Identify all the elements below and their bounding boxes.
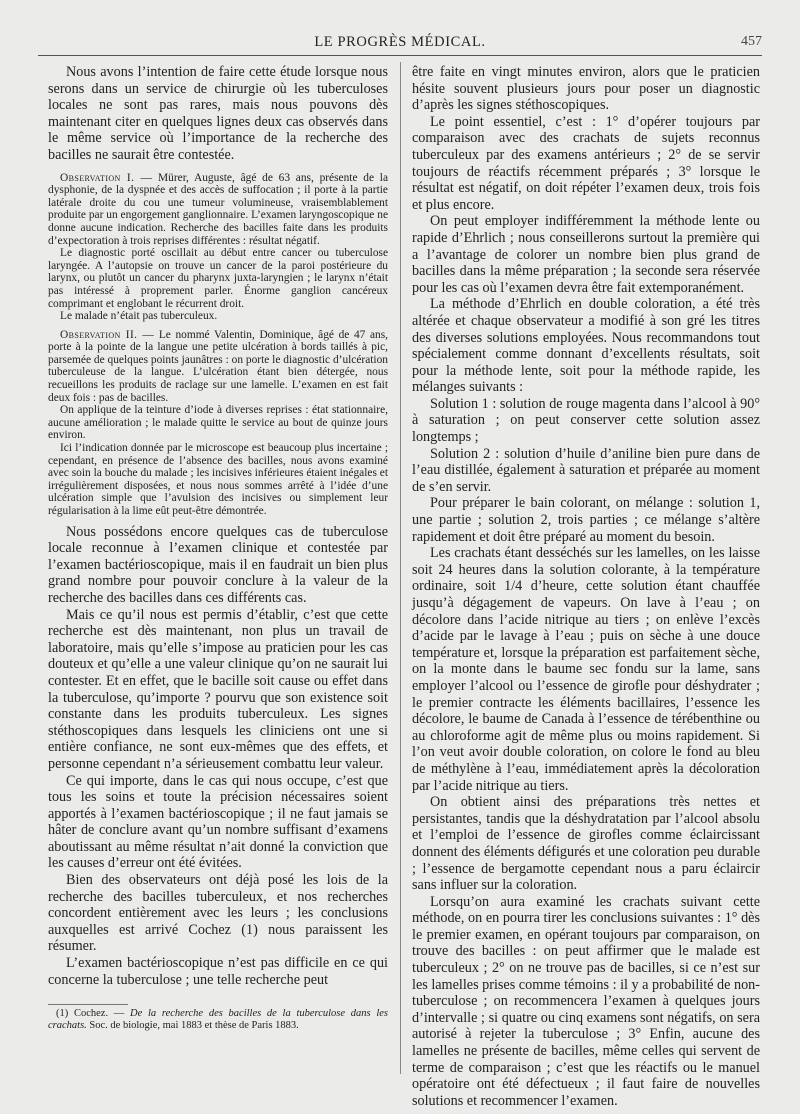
- column-separator: [400, 62, 401, 1074]
- observation-paragraph: Le malade n’était pas tuberculeux.: [60, 310, 218, 323]
- paragraph: On peut employer indifféremment la méthode lente ou rapide d’Ehrlich ; nous conseillerons surtout la première qui a l’avantage de colorer un nombre bien plus grand de bacilles dans la même préparation ; la seconde sera réservée pour les cas où l’examen devra être fait extemporanément.: [412, 213, 760, 296]
- paragraph: Les crachats étant desséchés sur les lamelles, on les laisse soit 24 heures dans la solution colorante, à la température ordinaire, soit 1/4 d’heure, cette solution étant chauffée jusqu’à dégagement de vapeurs. On lave à l’eau ; on décolore dans l’acide nitrique au tiers ; on enlève l’excès d’acide par le lavage à l’eau ; puis on sèche à une douce température et, lorsque la préparation est parfaitement sèche, on la monte dans le baume sec fondu sur la lame, sans employer l’alcool ou l’essence de girofle pour déshydrater ; le premier contracte les éléments bacillaires, l’essence les décolore, le baume de Canada à l’essence de térébenthine ou au chloroforme agit de même plus ou moins rapidement. Si l’on veut avoir double coloration, on colore le fond au bleu de méthylène à l’eau, immédiatement après la décoloration par l’acide nitrique au tiers.: [412, 545, 760, 794]
- paragraph: Le point essentiel, c’est : 1° d’opérer toujours par comparaison avec des crachats de sujets reconnus tuberculeux par des examens antérieurs ; 2° de se servir toujours de réactifs récemment préparés ; 3° lorsque le résultat est négatif, on doit répéter l’examen deux, trois fois et plus encore.: [412, 113, 760, 213]
- paragraph: L’examen bactérioscopique n’est pas difficile en ce qui concerne la tuberculose ; une telle recherche peut: [48, 955, 388, 988]
- observation-2: [48, 329, 388, 405]
- observation-paragraph: Le diagnostic porté oscillait au début entre cancer ou tuberculose laryngée. A l’autopsie on trouve un cancer de la paroi postérieure du larynx, ou plutôt un cancer du pharynx juxta-laryngien ; le larynx n’était pas intéressé à proprement parler. Énorme ganglion cancéreux comprimant et englobant le récurrent droit.: [48, 247, 388, 310]
- paragraph: Mais ce qu’il nous est permis d’établir, c’est que cette recherche est dès maintenant, non plus un travail de laboratoire, mais qu’elle s’impose au praticien pour les cas douteux et qu’elle a une valeur clinique qu’on ne saurait lui contester. Et en effet, que le bacille soit cause ou effet dans la tuberculose, qu’importe ? pourvu que son existence soit constante dans les produits tuberculeux. Les signes stéthoscopiques dans lesquels les cliniciens ont une si entière confiance, ne sont eux-mêmes que des effets, et personne cependant n’a sérieusement combattu leur valeur.: [48, 606, 388, 772]
- observation-1: [48, 172, 388, 248]
- paragraph: être faite en vingt minutes environ, alors que le praticien hésite souvent plusieurs jours pour poser un diagnostic d’après les signes stéthoscopiques.: [412, 64, 760, 114]
- paragraph: Nous avons l’intention de faire cette étude lorsque nous serons dans un service de chirurgie où les tuberculoses locales ne sont pas rares, mais nous pouvons dès maintenant citer en quelques lignes deux cas observés dans le même service où l’importance de la recherche des bacilles ne saurait être contestée.: [48, 64, 388, 163]
- observation-text: Mürer, Auguste, âgé de 63 ans, présente de la dysphonie, de la dyspnée et des accès de suffocation ; il porte à la partie latérale droite du cou une tumeur volumineuse, vraisemblablement produite par un engorgement ganglionnaire. L’examen laryngoscopique ne donne aucune indication. Recherche des bacilles faite dans les produits d’expectoration à trois reprises différentes : résultat négatif.: [48, 171, 388, 247]
- paragraph: Pour préparer le bain colorant, on mélange : solution 1, une partie ; solution 2, trois parties ; ce mélange s’altère rapidement et doit être préparé au moment du besoin.: [412, 495, 760, 545]
- observation-paragraph: Ici l’indication donnée par le microscope est beaucoup plus incertaine ; cependant, en présence de l’absence des bacilles, nous avons examiné avec soin la bouche du malade ; les incisives inférieures étaient inégales et irrégulièrement disposées, et nous nous sommes arrêté à l’idée d’une ulcération simple que l’avulsion des incisives ou simplement leur régularisation à la lime eût peut-être démontrée.: [48, 442, 388, 517]
- paragraph: Nous possédons encore quelques cas de tuberculose locale reconnue à l’examen clinique et contestée par l’examen bactérioscopique, mais il en faudrait un bien plus grand nombre pour pouvoir conclure à la valeur de la recherche des bacilles dans ces différents cas.: [48, 523, 388, 606]
- observation-heading: Observation I. —: [60, 171, 153, 184]
- observation-paragraph: On applique de la teinture d’iode à diverses reprises : état stationnaire, aucune amélioration ; le malade quitte le service au bout de quinze jours environ.: [48, 404, 388, 442]
- footnote-mark: (1): [56, 1008, 69, 1020]
- paragraph: On obtient ainsi des préparations très nettes et persistantes, tandis que la déshydratation par l’alcool absolu et l’emploi de l’essence de girofles comme éclaircissant donnent des éléments défigurés et une coloration peu durable ; l’essence de bergamotte cependant nous a paru éclaircir sans influer sur la coloration.: [412, 794, 760, 894]
- left-column: [48, 64, 388, 1074]
- paragraph: Bien des observateurs ont déjà posé les lois de la recherche des bacilles tuberculeux, et nos recherches concordent entièrement avec les leurs ; les conclusions auxquelles est arrivé Cochez (1) nous paraissent les résumer.: [48, 872, 388, 955]
- solution-2: Solution 2 : solution d’huile d’aniline bien pure dans de l’eau distillée, également à saturation et préparée au moment de s’en servir.: [412, 445, 760, 495]
- observation-heading: Observation II. —: [60, 328, 155, 341]
- header-rule: [38, 55, 762, 56]
- observation-text: Le nommé Valentin, Dominique, âgé de 47 ans, porte à la pointe de la langue une petite ulcération à bords taillés à pic, parsemée de quelques points jaunâtres : on porte le diagnostic d’ulcération tuberculeuse de la langue. L’ulcération étant bien détergée, nous recueillons les produits de raclage sur une lamelle. L’examen en est fait deux fois : pas de bacilles.: [48, 328, 388, 404]
- journal-title: LE PROGRÈS MÉDICAL.: [314, 34, 486, 50]
- paragraph: Ce qui importe, dans le cas qui nous occupe, c’est que tous les soins et toute la précision nécessaires soient apportés à l’examen bactérioscopique ; il ne faut jamais se hâter de conclure avant qu’un nombre suffisant d’examens aboutissant au même résultat n’ait donné la conviction que les causes d’erreur ont été évitées.: [48, 772, 388, 872]
- paragraph: La méthode d’Ehrlich en double coloration, a été très altérée et chaque observateur a modifié à son gré les titres des diverses solutions employées. Nous recommandons tout spécialement comme donnant d’excellents résultats, soit pour la méthode lente, soit pour la méthode rapide, les mélanges suivants :: [412, 296, 760, 396]
- paragraph: Lorsqu’on aura examiné les crachats suivant cette méthode, on en pourra tirer les conclusions suivantes : 1° dès le premier examen, en opérant toujours par comparaison, on trouve des bacilles : on peut affirmer que le malade est tuberculeux ; 2° on ne trouve pas de bacilles, si ce n’est sur les lamelles prises comme témoins : il y a probabilité de non-tuberculose ; on recommencera l’examen à quelques jours d’intervalle ; si quatre ou cinq examens sont négatifs, on sera autorisé à rejeter la tuberculose ; 3° Enfin, aucune des lamelles ne présente de bacilles, même celles qui servent de terme de comparaison ; c’est que les réactifs ou le manuel opératoire ont été défectueux ; il faut faire de nouvelles solutions et recommencer l’examen.: [412, 893, 760, 1109]
- footnote-rule: [48, 1004, 128, 1005]
- footnote-title: De la recherche des bacilles de la tuberculose dans les crachats.: [48, 1008, 388, 1032]
- footnote-source: Soc. de biologie, mai 1883 et thèse de Paris 1883.: [86, 1020, 299, 1032]
- page-header: [38, 34, 762, 54]
- right-column: [412, 64, 760, 1109]
- footnote-author: Cochez. —: [68, 1008, 125, 1020]
- page-number: 457: [741, 34, 762, 49]
- footnote: [48, 1008, 388, 1032]
- solution-1: Solution 1 : solution de rouge magenta dans l’alcool à 90° à saturation ; on peut conserver cette solution assez longtemps ;: [412, 395, 760, 446]
